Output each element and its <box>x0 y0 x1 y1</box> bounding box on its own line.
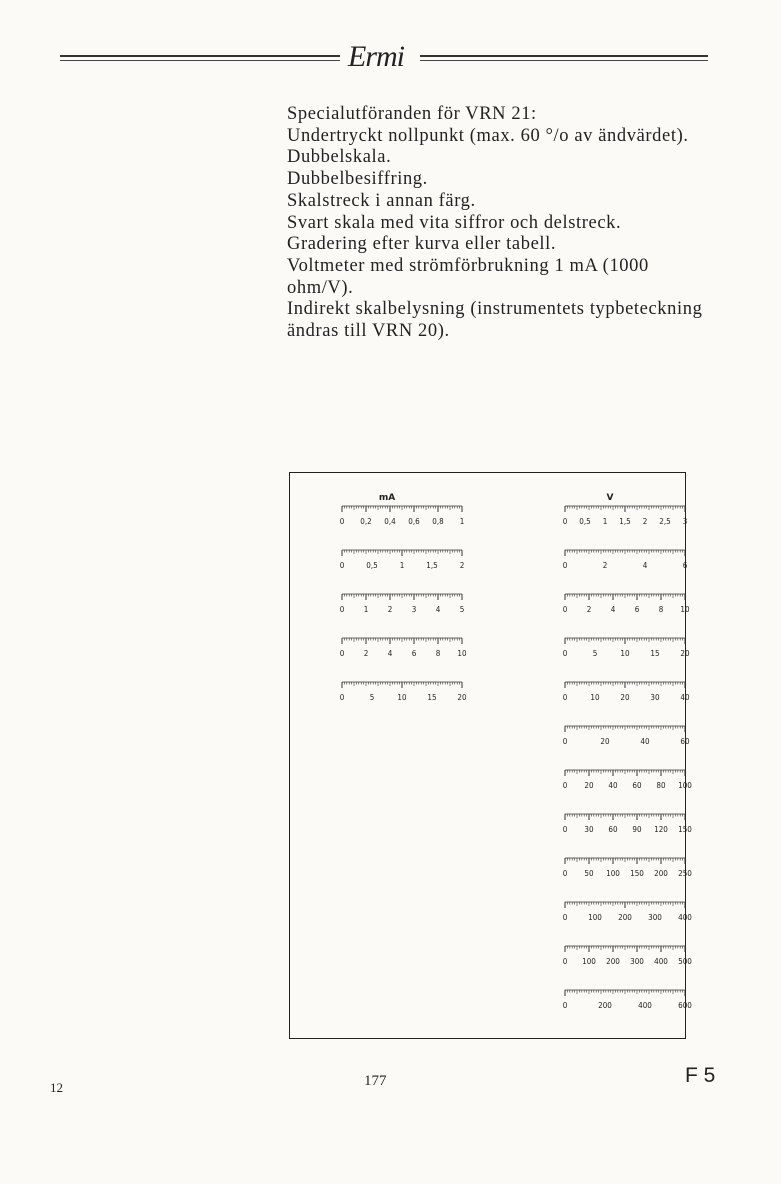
tick-label: 40 <box>608 781 618 790</box>
tick-label: 4 <box>435 605 441 614</box>
unit-label-v: V <box>606 493 614 503</box>
tick-label: 0 <box>562 869 568 878</box>
tick-label: 8 <box>658 605 664 614</box>
ermi-logo: Ermi <box>348 40 404 73</box>
tick-label: 0 <box>339 561 345 570</box>
header-rule-right-bottom <box>420 60 708 61</box>
v-scale <box>562 945 692 973</box>
tick-label: 0,6 <box>408 517 420 526</box>
tick-label: 3 <box>682 517 688 526</box>
specification-list <box>287 104 727 343</box>
tick-label: 1 <box>602 517 608 526</box>
tick-label: 0,8 <box>432 517 444 526</box>
scale-ticks <box>565 725 685 735</box>
tick-label: 60 <box>632 781 642 790</box>
tick-label: 8 <box>435 649 441 658</box>
tick-label: 10 <box>590 693 600 702</box>
tick-label: 1 <box>459 517 465 526</box>
v-scale <box>562 505 688 533</box>
section-code: F 5 <box>685 1064 716 1087</box>
tick-label: 0,4 <box>384 517 396 526</box>
tick-label: 1 <box>399 561 405 570</box>
tick-label: 0 <box>562 1001 568 1010</box>
tick-label: 1,5 <box>426 561 438 570</box>
tick-label: 80 <box>656 781 666 790</box>
v-scale <box>562 681 690 709</box>
tick-label: 2 <box>586 605 592 614</box>
tick-label: 120 <box>654 825 668 834</box>
tick-label: 4 <box>610 605 616 614</box>
tick-label: 0 <box>562 825 568 834</box>
tick-label: 100 <box>582 957 596 966</box>
tick-label: 300 <box>648 913 662 922</box>
tick-label: 0,2 <box>360 517 372 526</box>
scale-ticks <box>565 593 685 603</box>
tick-label: 0 <box>562 517 568 526</box>
spec-line: Gradering efter kurva eller tabell. <box>287 234 557 255</box>
v-scale <box>562 989 692 1017</box>
spec-line: Dubbelskala. <box>287 147 392 168</box>
tick-label: 4 <box>387 649 393 658</box>
tick-label: 15 <box>427 693 437 702</box>
tick-label: 150 <box>630 869 644 878</box>
tick-label: 4 <box>642 561 648 570</box>
tick-label: 2,5 <box>659 517 671 526</box>
tick-label: 0,5 <box>366 561 378 570</box>
header-rule-left-bottom <box>60 60 340 61</box>
spec-line: Skalstreck i annan färg. <box>287 190 476 211</box>
tick-label: 400 <box>678 913 692 922</box>
tick-label: 0 <box>562 561 568 570</box>
header-rule-right-top <box>420 55 708 57</box>
tick-label: 150 <box>678 825 692 834</box>
tick-label: 1,5 <box>619 517 631 526</box>
tick-label: 30 <box>584 825 594 834</box>
scale-ticks <box>342 505 462 515</box>
spec-line: ohm/V). <box>287 277 354 298</box>
tick-label: 5 <box>369 693 375 702</box>
scale-ticks <box>565 549 685 559</box>
scale-ticks <box>565 505 685 515</box>
ma-scale <box>339 637 467 665</box>
scale-ticks <box>342 681 462 691</box>
tick-label: 0,5 <box>579 517 591 526</box>
tick-label: 2 <box>459 561 465 570</box>
v-scale <box>562 593 690 621</box>
tick-label: 0 <box>562 781 568 790</box>
tick-label: 5 <box>592 649 598 658</box>
ma-scale <box>339 549 465 577</box>
tick-label: 0 <box>562 605 568 614</box>
spec-line: ändras till VRN 20). <box>287 321 450 342</box>
scale-ticks <box>565 945 685 955</box>
tick-label: 300 <box>630 957 644 966</box>
tick-label: 2 <box>363 649 369 658</box>
v-scale <box>562 549 688 577</box>
tick-label: 15 <box>650 649 660 658</box>
tick-label: 0 <box>339 649 345 658</box>
tick-label: 20 <box>620 693 630 702</box>
tick-label: 400 <box>638 1001 652 1010</box>
page-marker-left: 12 <box>50 1080 63 1095</box>
tick-label: 20 <box>600 737 610 746</box>
tick-label: 200 <box>598 1001 612 1010</box>
tick-label: 100 <box>606 869 620 878</box>
v-scale <box>562 725 690 753</box>
ma-scale <box>339 505 465 533</box>
tick-label: 0 <box>562 957 568 966</box>
v-scale <box>562 857 692 885</box>
tick-label: 500 <box>678 957 692 966</box>
unit-label-ma: mA <box>378 493 396 503</box>
tick-label: 0 <box>562 737 568 746</box>
tick-label: 200 <box>618 913 632 922</box>
spec-line: Voltmeter med strömförbrukning 1 mA (1000 <box>287 255 649 276</box>
tick-label: 40 <box>640 737 650 746</box>
tick-label: 0 <box>339 517 345 526</box>
scale-ticks <box>565 769 685 779</box>
v-scale <box>562 813 692 841</box>
tick-label: 0 <box>562 649 568 658</box>
tick-label: 100 <box>678 781 692 790</box>
tick-label: 50 <box>584 869 594 878</box>
ma-scale <box>339 593 465 621</box>
tick-label: 0 <box>562 913 568 922</box>
tick-label: 250 <box>678 869 692 878</box>
page-number: 177 <box>364 1073 387 1089</box>
tick-label: 60 <box>680 737 690 746</box>
scale-ticks <box>342 637 462 647</box>
scale-ticks <box>565 681 685 691</box>
tick-label: 6 <box>682 561 688 570</box>
spec-line: Svart skala med vita siffror och delstreck. <box>287 212 622 233</box>
spec-line: Undertryckt nollpunkt (max. 60 °/o av ändvärdet). <box>287 125 689 146</box>
tick-label: 20 <box>680 649 690 658</box>
scale-ticks <box>565 857 685 867</box>
tick-label: 60 <box>608 825 618 834</box>
tick-label: 20 <box>457 693 467 702</box>
tick-label: 400 <box>654 957 668 966</box>
tick-label: 100 <box>588 913 602 922</box>
tick-label: 6 <box>411 649 417 658</box>
tick-label: 200 <box>654 869 668 878</box>
tick-label: 0 <box>339 693 345 702</box>
scale-ticks <box>565 989 685 999</box>
tick-label: 2 <box>642 517 648 526</box>
v-scale <box>562 901 692 929</box>
tick-label: 90 <box>632 825 642 834</box>
tick-label: 5 <box>459 605 465 614</box>
spec-line: Indirekt skalbelysning (instrumentets typbeteckning <box>287 299 703 320</box>
tick-label: 0 <box>562 693 568 702</box>
tick-label: 6 <box>634 605 640 614</box>
tick-label: 200 <box>606 957 620 966</box>
tick-label: 40 <box>680 693 690 702</box>
tick-label: 10 <box>397 693 407 702</box>
v-scale <box>562 637 690 665</box>
ma-scale <box>339 681 467 709</box>
tick-label: 3 <box>411 605 417 614</box>
tick-label: 20 <box>584 781 594 790</box>
tick-label: 0 <box>339 605 345 614</box>
tick-label: 600 <box>678 1001 692 1010</box>
spec-line: Dubbelbesiffring. <box>287 169 428 190</box>
scale-ticks <box>565 813 685 823</box>
scale-ticks <box>342 593 462 603</box>
scale-ticks <box>565 901 685 911</box>
header-rule-left-top <box>60 55 340 57</box>
tick-label: 1 <box>363 605 369 614</box>
v-scale <box>562 769 692 797</box>
scale-ticks <box>342 549 462 559</box>
tick-label: 10 <box>457 649 467 658</box>
tick-label: 2 <box>387 605 393 614</box>
tick-label: 2 <box>602 561 608 570</box>
scale-samples-panel <box>289 472 692 1039</box>
spec-line: Specialutföranden för VRN 21: <box>287 104 537 124</box>
tick-label: 30 <box>650 693 660 702</box>
scale-ticks <box>565 637 685 647</box>
tick-label: 10 <box>680 605 690 614</box>
tick-label: 10 <box>620 649 630 658</box>
